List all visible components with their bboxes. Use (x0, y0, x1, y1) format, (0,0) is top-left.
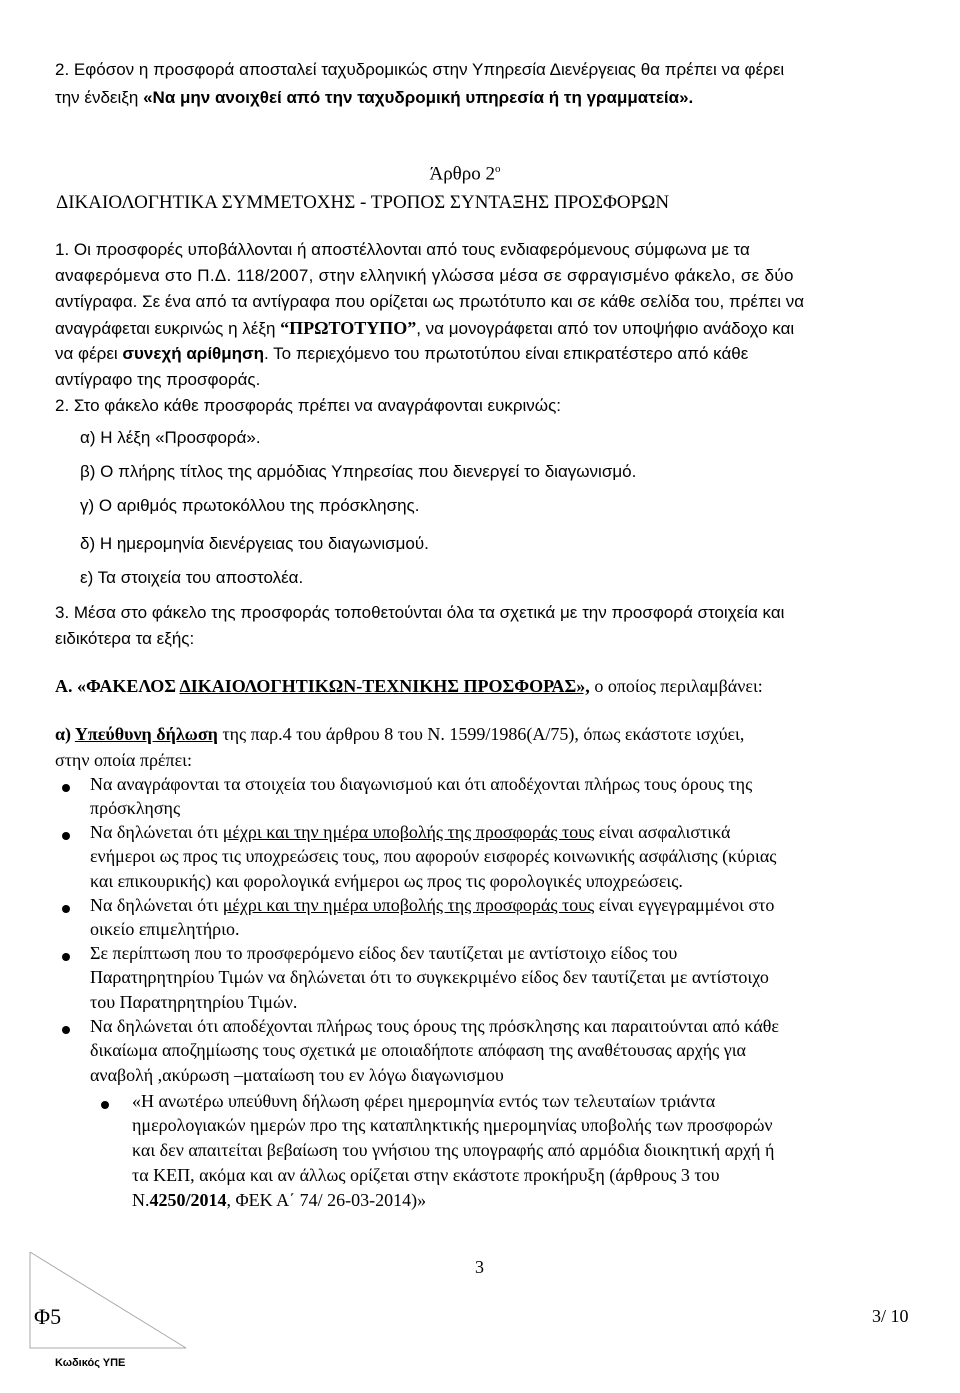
bullet-dot (62, 832, 70, 840)
bullet-5-line-1 (90, 1016, 779, 1037)
text: να φέρει (55, 344, 123, 363)
text: , να μονογράφεται από τον υποψήφιο ανάδοχο και (416, 319, 795, 338)
emphasis-text: «Να μην ανοιχθεί από την ταχυδρομική υπηρεσία ή τη γραμματεία». (143, 88, 694, 107)
bullet-3-line-2 (90, 919, 239, 940)
text: Παρατηρητηρίου Τιμών να δηλώνεται ότι το συγκεκριμένο είδος δεν ταυτίζεται με αντίστοιχο (90, 967, 769, 987)
section-a-heading (55, 676, 763, 697)
text: αντίγραφα. Σε ένα από τα αντίγραφα που ορίζεται ως πρωτότυπο και σε κάθε σελίδα του, πρέπει να (55, 292, 805, 311)
bullet-4-line-2 (90, 967, 769, 988)
text: Φ5 (34, 1304, 62, 1329)
text: , ΦΕΚ Α΄ 74/ 26-03-2014)» (226, 1190, 427, 1210)
bullet-1-line-2 (90, 798, 180, 819)
text: ειδικότερα τα εξής: (55, 629, 195, 648)
text: Άρθρο 2 (429, 163, 496, 185)
text: και επικουρικής) και φορολογικά ενήμεροι ως προς τις φορολογικές υποχρεώσεις. (90, 871, 683, 891)
text: πρόσκλησης (90, 798, 181, 818)
text: 2. Στο φάκελο κάθε προσφοράς πρέπει να αναγράφονται ευκρινώς: (55, 396, 561, 415)
text: Σε περίπτωση που το προσφερόμενο είδος δεν ταυτίζεται με αντίστοιχο είδος του (90, 943, 678, 963)
emphasis-text: συνεχή αρίθμηση (122, 344, 265, 363)
article-title (0, 163, 960, 185)
bullet-6-line-2 (132, 1115, 773, 1136)
s1-line-6 (55, 370, 260, 390)
text: ΔΙΚΑΙΟΛΟΓΗΤΙΚΑ ΣΥΜΜΕΤΟΧΗΣ - ΤΡΟΠΟΣ ΣΥΝΤΑΞΗΣ ΠΡΟΣΦΟΡΩΝ (56, 192, 670, 213)
prototype-word: “ΠΡΩΤΟΤΥΠΟ” (280, 318, 417, 338)
s1-line-2 (55, 266, 794, 286)
article-subtitle (56, 192, 669, 214)
text: δικαίωμα αποζημίωσης τους σχετικά με οποιαδήποτε απόφαση της αναθέτουσας αρχής για (90, 1040, 746, 1060)
s1-line-1 (55, 240, 899, 260)
text: ενήμεροι ως προς τις υποχρεώσεις τους, που αφορούν εισφορές κοινωνικής ασφάλισης (κύριας (90, 846, 777, 866)
text: γ) Ο αριθμός πρωτοκόλλου της πρόσκλησης. (80, 496, 420, 515)
s1-line-3 (55, 292, 804, 312)
text: 3 (475, 1257, 484, 1277)
underlined-text: μέχρι και την ημέρα υποβολής της προσφοράς τους (222, 822, 595, 842)
bullet-2-line-1 (90, 822, 902, 843)
text: ο οποίος περιλαμβάνει: (589, 676, 763, 696)
text: αναφερόμενα στο Π.Δ. 118/2007, στην ελληνική γλώσσα μέσα σε σφραγισμένο φάκελο, σε δύο (55, 266, 794, 285)
text: την ένδειξη (55, 88, 144, 107)
superscript: ο (495, 163, 501, 175)
text: δ) Η ημερομηνία διενέργειας του διαγωνισμού. (80, 534, 429, 553)
text: 3/ 10 (872, 1306, 909, 1326)
text: Να αναγράφονται τα στοιχεία του διαγωνισμού και ότι αποδέχονται πλήρως τους όρους της (90, 774, 753, 794)
text: 2. Εφόσον η προσφορά αποσταλεί ταχυδρομικώς στην Υπηρεσία Διενέργειας θα πρέπει να φέρει (55, 60, 785, 79)
text: Να δηλώνεται ότι αποδέχονται πλήρως τους όρους της πρόσκλησης και παραιτούνται από κάθε (90, 1016, 779, 1036)
text: του Παρατηρητηρίου Τιμών. (90, 992, 298, 1012)
text: αντίγραφο της προσφοράς. (55, 370, 261, 389)
page-of-total (872, 1306, 909, 1327)
text: Να δηλώνεται ότι (90, 895, 223, 915)
bullet-1-line-1 (90, 774, 752, 795)
logo-caption (55, 1357, 125, 1369)
s2-item (80, 462, 636, 482)
underlined-text: Υπεύθυνη δήλωση (74, 724, 218, 744)
bullet-2-line-2 (90, 846, 776, 867)
p2-line-1 (55, 60, 897, 80)
text: Α. «ΦΑΚΕΛΟΣ (55, 676, 180, 696)
text: β) Ο πλήρης τίτλος της αρμόδιας Υπηρεσίας που διενεργεί το διαγωνισμό. (80, 462, 637, 481)
text: ημερολογιακών ημερών προ της καταπληκτικής ημερομηνίας υποβολής των προσφορών (132, 1115, 773, 1135)
bullet-dot (62, 953, 70, 961)
s3-line-1 (55, 603, 784, 623)
s2-intro (55, 396, 561, 416)
bullet-6-line-3 (132, 1140, 774, 1161)
bullet-6-line-1 (132, 1091, 902, 1112)
bullet-4-line-1 (90, 943, 900, 964)
alpha-line-1 (55, 724, 901, 745)
bullet-6-line-5 (132, 1190, 426, 1211)
text: αναγράφεται ευκρινώς η λέξη (55, 319, 281, 338)
text: Κωδικός ΥΠΕ (55, 1357, 126, 1369)
law-number: 4250/2014 (149, 1190, 227, 1210)
text: αναβολή ,ακύρωση –ματαίωση του εν λόγω διαγωνισμου (90, 1065, 504, 1085)
bullet-5-line-3 (90, 1065, 504, 1086)
s1-line-4 (55, 318, 794, 339)
s2-item (80, 428, 261, 448)
text: 3. Μέσα στο φάκελο της προσφοράς τοποθετούνται όλα τα σχετικά με την προσφορά στοιχεία και (55, 603, 785, 622)
text: τα ΚΕΠ, ακόμα και αν άλλως ορίζεται στην εκάστοτε προκήρυξη (άρθρους 3 του (132, 1165, 720, 1185)
bullet-4-line-3 (90, 992, 297, 1013)
text: Ν. (132, 1190, 150, 1210)
s2-item (80, 534, 429, 554)
text: α) (55, 724, 75, 744)
s2-item (80, 496, 419, 516)
underlined-text: ΔΙΚΑΙΟΛΟΓΗΤΙΚΩΝ-ΤΕΧΝΙΚΗΣ ΠΡΟΣΦΟΡΑΣ», (179, 676, 590, 696)
bullet-5-line-2 (90, 1040, 746, 1061)
s3-line-2 (55, 629, 194, 649)
bullet-dot (62, 1026, 70, 1034)
text: Να δηλώνεται ότι (90, 822, 223, 842)
text: α) Η λέξη «Προσφορά». (80, 428, 261, 447)
logo-triangle-icon (28, 1250, 188, 1350)
alpha-line-2 (55, 750, 192, 771)
underlined-text: μέχρι και την ημέρα υποβολής της προσφοράς τους (222, 895, 595, 915)
text: 1. Οι προσφορές υποβάλλονται ή αποστέλλονται από τους ενδιαφερόμενους σύμφωνα με τα (55, 240, 750, 259)
text: «Η ανωτέρω υπεύθυνη δήλωση φέρει ημερομηνία εντός των τελευταίων τριάντα (132, 1091, 716, 1111)
bullet-3-line-1 (90, 895, 774, 916)
text: και δεν απαιτείται βεβαίωση του γνήσιου της υπογραφής από αρμόδια διοικητική αρχή ή (132, 1140, 775, 1160)
text: ε) Τα στοιχεία του αποστολέα. (80, 568, 304, 587)
text: της παρ.4 του άρθρου 8 του Ν. 1599/1986(Α/75), όπως εκάστοτε ισχύει, (217, 724, 745, 744)
bullet-2-line-3 (90, 871, 683, 892)
text: στην οποία πρέπει: (55, 750, 192, 770)
bullet-dot (101, 1101, 109, 1109)
text: οικείο επιμελητήριο. (90, 919, 240, 939)
page-number (475, 1257, 484, 1278)
bullet-dot (62, 905, 70, 913)
bullet-6-line-4 (132, 1165, 902, 1186)
p2-line-2 (55, 88, 693, 108)
s2-item (80, 568, 303, 588)
logo-text (34, 1304, 61, 1330)
text: είναι ασφαλιστικά (594, 822, 731, 842)
bullet-dot (62, 784, 70, 792)
s1-line-5 (55, 344, 748, 364)
text: . Το περιεχόμενο του πρωτοτύπου είναι επικρατέστερο από κάθε (264, 344, 749, 363)
text: είναι εγγεγραμμένοι στο (594, 895, 775, 915)
